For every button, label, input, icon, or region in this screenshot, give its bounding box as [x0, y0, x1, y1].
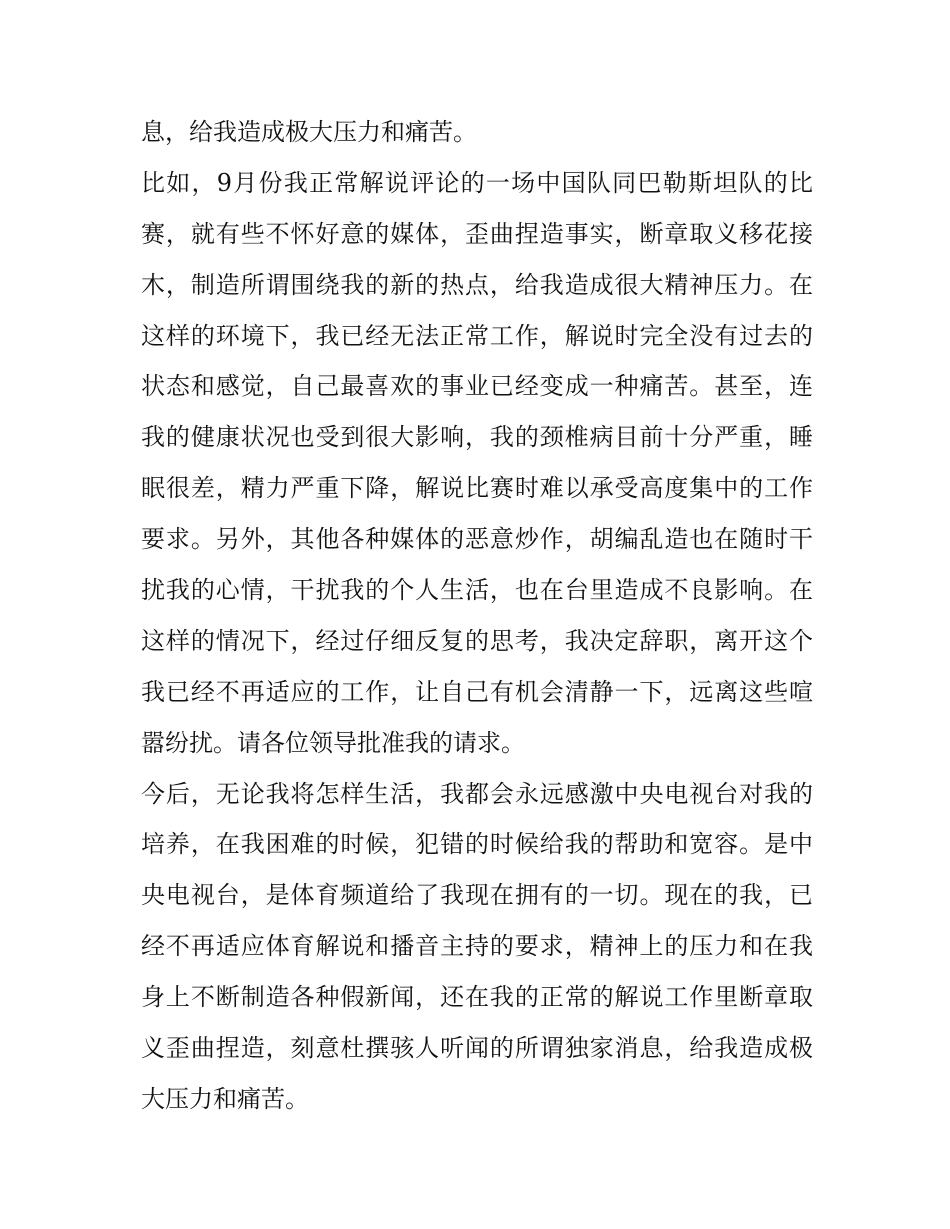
text-line: 嚣纷扰。请各位领导批准我的请求。	[141, 728, 525, 757]
text-line: 今后，无论我将怎样生活，我都会永远感激中央电视台对我的	[141, 779, 813, 808]
text-line: 扰我的心情，干扰我的个人生活，也在台里造成不良影响。在	[141, 576, 813, 605]
text-line: 眠很差，精力严重下降，解说比赛时难以承受高度集中的工作	[141, 474, 813, 503]
text-line: 状态和感觉，自己最喜欢的事业已经变成一种痛苦。甚至，连	[141, 372, 813, 401]
text-line: 木，制造所谓围绕我的新的热点，给我造成很大精神压力。在	[141, 270, 813, 299]
text-line: 央电视台，是体育频道给了我现在拥有的一切。现在的我，已	[141, 881, 813, 910]
text-line: 义歪曲捏造，刻意杜撰骇人听闻的所谓独家消息，给我造成极	[141, 1034, 813, 1063]
text-line: 比如，9月份我正常解说评论的一场中国队同巴勒斯坦队的比	[141, 168, 813, 197]
text-line: 我已经不再适应的工作，让自己有机会清静一下，远离这些喧	[141, 677, 813, 706]
text-line: 大压力和痛苦。	[141, 1084, 309, 1113]
text-line: 身上不断制造各种假新闻，还在我的正常的解说工作里断章取	[141, 983, 813, 1012]
text-line: 培养，在我困难的时候，犯错的时候给我的帮助和宽容。是中	[141, 830, 813, 859]
document-body	[141, 107, 813, 1125]
text-line: 这样的环境下，我已经无法正常工作，解说时完全没有过去的	[141, 321, 813, 350]
text-line: 赛，就有些不怀好意的媒体，歪曲捏造事实，断章取义移花接	[141, 219, 813, 248]
text-line: 我的健康状况也受到很大影响，我的颈椎病目前十分严重，睡	[141, 423, 813, 452]
text-line: 这样的情况下，经过仔细反复的思考，我决定辞职，离开这个	[141, 626, 813, 655]
text-line: 息，给我造成极大压力和痛苦。	[141, 118, 477, 146]
text-line: 经不再适应体育解说和播音主持的要求，精神上的压力和在我	[141, 932, 813, 961]
text-line: 要求。另外，其他各种媒体的恶意炒作，胡编乱造也在随时干	[141, 525, 813, 554]
